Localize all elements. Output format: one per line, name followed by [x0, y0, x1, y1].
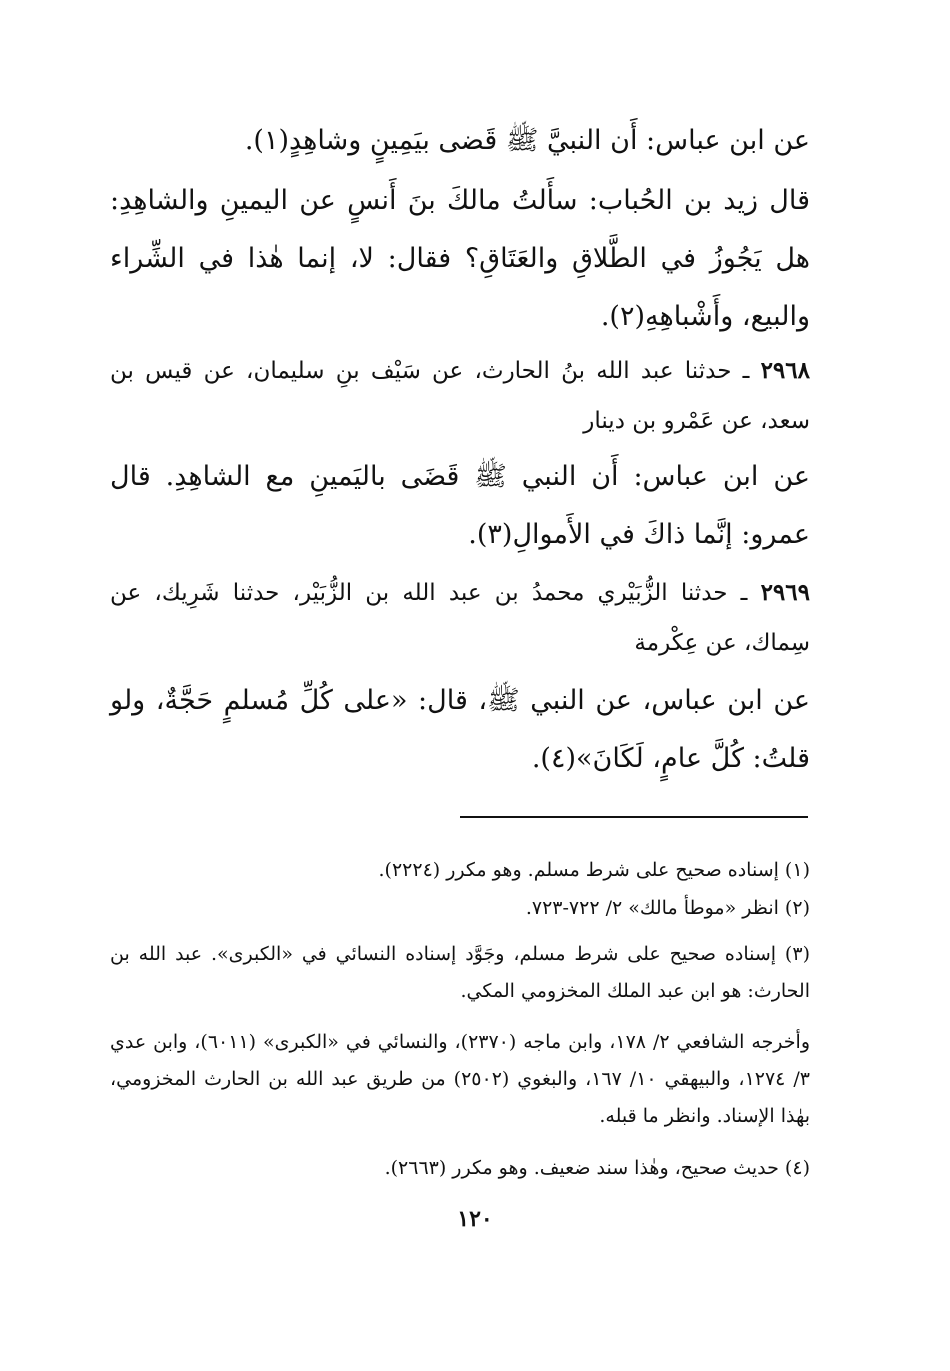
page-number: ١٢٠ [457, 1206, 493, 1232]
footnote-3-continued: وأخرجه الشافعي ٢/ ١٧٨، وابن ماجه (٢٣٧٠)، والنسائي في «الكبرى» (٦٠١١)، وابن عدي ٣/ ١٢٧٤، والبيهقي ١٠/ ١٦٧، والبغوي (٢٥٠٢) من طريق عبد الله بن الحارث المخزومي، بهٰذا الإسناد. وانظر ما قبله. [110, 1031, 810, 1127]
footnote-separator [460, 816, 808, 818]
hadith-number: ٢٩٦٨ [760, 357, 810, 384]
footnote-2: (٢) انظر «موطأ مالك» ٢/ ٧٢٢-٧٢٣. [525, 897, 810, 919]
hadith-2968-isnad [110, 346, 810, 446]
hadith-2969-isnad [110, 568, 810, 668]
narration-zayd: قال زيد بن الحُباب: سأَلتُ مالكَ بنَ أَنسٍ عن اليمينِ والشاهِدِ: هل يَجُوزُ في الطَّلاقِ والعَتَاقِ؟ فقال: لا، إنما هٰذا في الشِّراء والبيع، وأَشْباهِهِ(٢). [110, 185, 810, 332]
isnad-text: ـ حدثنا عبد الله بنُ الحارث، عن سَيْف بنِ سليمان، عن قيس بن سعد، عن عَمْرو بن دينار [110, 358, 810, 434]
hadith-text-2969: عن ابن عباس، عن النبي ﷺ، قال: «على كُلِّ مُسلمٍ حَجَّةٌ، ولو قلتُ: كُلَّ عامٍ، لَكَانَ»(٤). [110, 685, 810, 774]
hadith-text-2968: عن ابن عباس: أَن النبي ﷺ قَضَى باليَمينِ مع الشاهِدِ. قال عمرو: إنَّما ذاكَ في الأَموالِ(٣). [110, 461, 810, 550]
footnote-1: (١) إسناده صحيح على شرط مسلم. وهو مكرر (٢٢٢٤). [378, 859, 810, 881]
footnote-4: (٤) حديث صحيح، وهٰذا سند ضعيف. وهو مكرر (٢٦٦٣). [384, 1157, 810, 1179]
isnad-text: ـ حدثنا الزُّبَيْري محمدُ بن عبد الله بن الزُّبَيْر، حدثنا شَرِيك، عن سِماك، عن عِكْرمة [110, 580, 810, 656]
hadith-number: ٢٩٦٩ [760, 579, 810, 606]
hadith-text-1: عن ابن عباس: أَن النبيَّ ﷺ قَضى بيَمِينٍ وشاهِدٍ(١). [244, 125, 810, 156]
footnote-3: (٣) إسناده صحيح على شرط مسلم، وجَوَّد إسناده النسائي في «الكبرى». عبد الله بن الحارث: هو ابن عبد الملك المخزومي المكي. [110, 943, 810, 1002]
